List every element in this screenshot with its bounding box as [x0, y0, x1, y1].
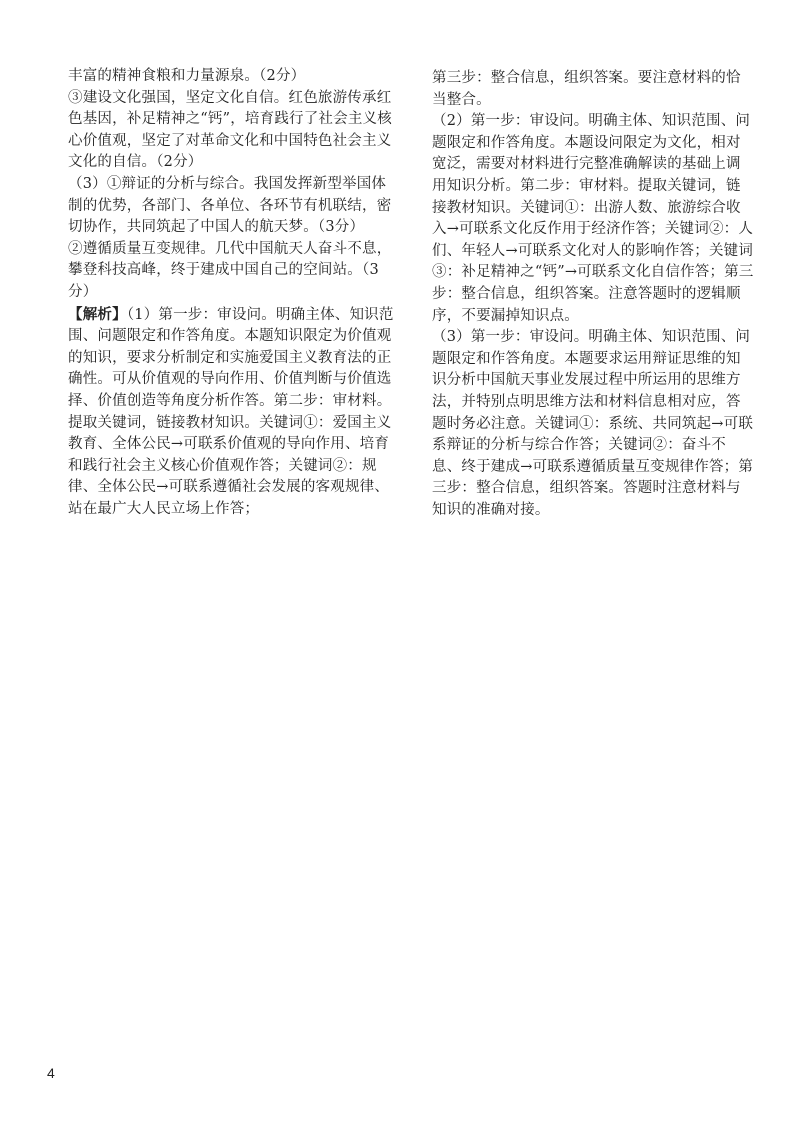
- left-column: [68, 66, 398, 520]
- analysis-label: 【解析】: [68, 305, 127, 323]
- left-paragraph-1: 丰富的精神食粮和力量源泉。（2分）: [68, 68, 306, 84]
- right-column: [432, 68, 754, 521]
- left-paragraph-3: （3）①辩证的分析与综合。我国发挥新型举国体制的优势，各部门、各单位、各环节有机联结，密切协作，共同筑起了中国人的航天梦。（3分）: [68, 175, 392, 236]
- right-paragraph-1: 第三步：整合信息，组织答案。要注意材料的恰当整合。: [432, 70, 741, 108]
- analysis-text: （1）第一步：审设问。明确主体、知识范围、问题限定和作答角度。本题知识限定为价值观的知识，要求分析制定和实施爱国主义教育法的正确性。可从价值观的导向作用、价值判断与价值选择、价值创造等角度分析作答。第二步：审材料。提取关键词，链接教材知识。关键词①：爱国主义教育、全体公民→可联系价值观的导向作用、培育和践行社会主义核心价值观作答；关键词②：规律、全体公民→可联系遵循社会发展的客观规律、站在最广大人民立场上作答；: [68, 306, 394, 517]
- left-paragraph-5: [68, 304, 398, 521]
- right-paragraph-3: （3）第一步：审设问。明确主体、知识范围、问题限定和作答角度。本题要求运用辩证思维的知识分析中国航天事业发展过程中所运用的思维方法，并特别点明思维方法和材料信息相对应，答题时务必注意。关键词①：系统、共同筑起→可联系辩证的分析与综合作答；关键词②：奋斗不息、终于建成→可联系遵循质量互变规律作答；第三步：整合信息，组织答案。答题时注意材料与知识的准确对接。: [432, 329, 754, 518]
- page-number: 4: [47, 1065, 55, 1081]
- left-paragraph-4: ②遵循质量互变规律。几代中国航天人奋斗不息，攀登科技高峰，终于建成中国自己的空间站。（3分）: [68, 240, 392, 300]
- left-paragraph-2: ③建设文化强国，坚定文化自信。红色旅游传承红色基因，补足精神之“钙”，培育践行了社会主义核心价值观，坚定了对革命文化和中国特色社会主义文化的自信。（2分）: [68, 89, 392, 171]
- right-paragraph-2: （2）第一步：审设问。明确主体、知识范围、问题限定和作答角度。本题设问限定为文化，相对宽泛，需要对材料进行完整准确解读的基础上调用知识分析。第二步：审材料。提取关键词，链接教材知识。关键词①：出游人数、旅游综合收入→可联系文化反作用于经济作答；关键词②：人们、年轻人→可联系文化对人的影响作答；关键词③：补足精神之“钙”→可联系文化自信作答；第三步：整合信息，组织答案。注意答题时的逻辑顺序，不要漏掉知识点。: [432, 113, 754, 324]
